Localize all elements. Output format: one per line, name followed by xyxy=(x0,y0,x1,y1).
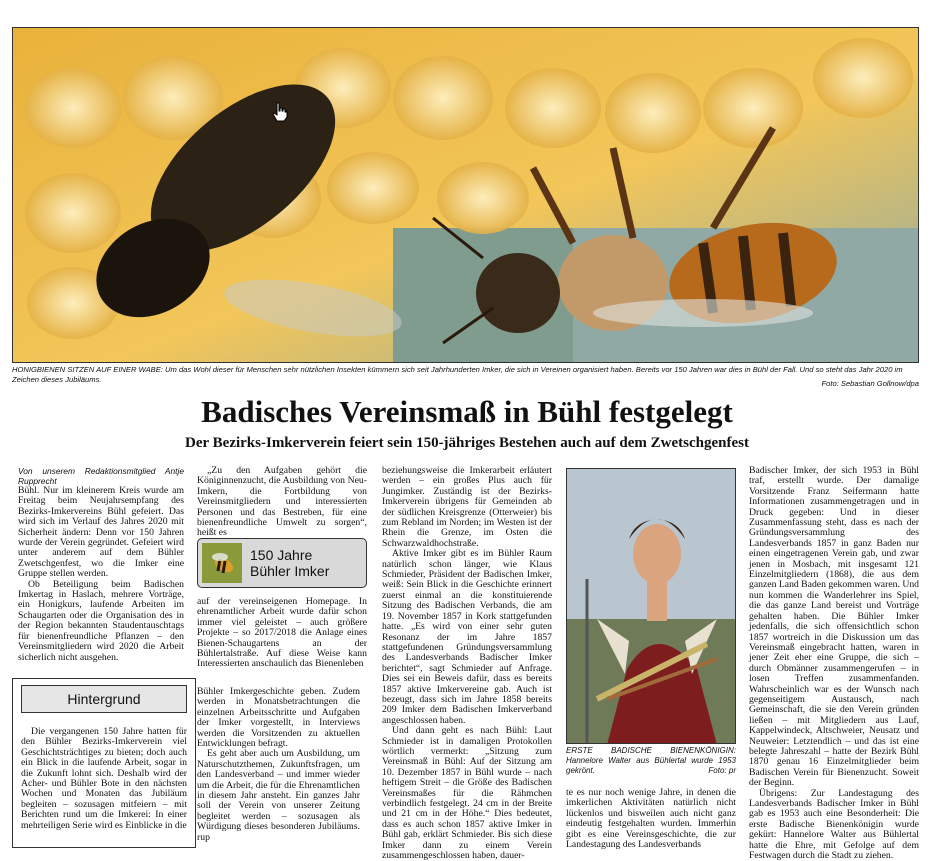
column-2-bottom xyxy=(197,687,360,843)
subheadline: Der Bezirks-Imkerverein feiert sein 150-jähriges Bestehen auch auf dem Zwetschgenfest xyxy=(185,435,749,451)
bee-icon xyxy=(202,543,242,583)
column-4-bottom xyxy=(566,788,736,850)
photo-caption-text: HONIGBIENEN SITZEN AUF EINER WABE: Um das Wohl dieser für Menschen sehr nützlichen Insekten kümmern sich seit Jahrhunderten Imker, die sich in Vereinen organisiert haben. Bereits vor 150 Jahren war dies in Bühl der Fall. Und so steht das Jahr 2020 im Zeichen dieses Jubiläums. xyxy=(12,365,903,384)
column-1 xyxy=(18,466,184,663)
badge-line-2: Bühler Imker xyxy=(250,563,330,579)
paragraph: „Zu den Aufgaben gehört die Königinnenzucht, die Ausbildung von Neu-Imkern, die Fortbildung von Vereinsmitgliedern und interessierten Personen und das Bestreben, für eine bienenfreundliche Umwelt zu sorgen“, heißt es xyxy=(197,465,367,539)
bee-photo xyxy=(12,27,919,363)
paragraph: Ob Beteiligung beim Badischen Imkertag in Haslach, mehrere Vorträge, ein Honigkurs, laufende Arbeiten im Schaugarten oder die Organisation des in der Region bekannten Staudentauschtags für bienenfreundliche Pflanzen – den Vereinsmitgliedern wird 2020 die Arbeit sicherlich nicht ausgehen. xyxy=(18,578,184,663)
byline: Von unserem Redaktionsmitglied Antje Rupprecht xyxy=(18,466,184,486)
background-box xyxy=(12,678,196,848)
bee-queen-photo xyxy=(566,468,736,744)
paragraph: te es nur noch wenige Jahre, in denen die imkerlichen Aktivitäten natürlich nicht lückenlos und bisweilen auch nicht ganz eindeutig festgehalten wurden. Immerhin gibt es eine Vereinsgeschichte, die zur Landestagung des Landesverbands xyxy=(566,787,736,851)
paragraph: Und dann geht es nach Bühl: Laut Schmieder ist in damaligen Protokollen wörtlich vermerkt: „Sitzung zum Vereinsmaß in Bühl: Auf der Sitzung am 10. Dezember 1857 in Bühl wurde – nach heftigem Streit – die Größe des Badischen Vereinsmaßes für die Rähmchen verbindlich festgelegt. 24 cm in der Breite und 21 cm in der Höhe.“ Dies bedeutet, dass es auch schon 1857 aktive Imker in Bühl gab, erklärt Schmieder. Bis sich diese Imker dann zu einem Verein zusammengeschlossen haben, dauer- xyxy=(382,725,552,861)
portrait-caption-text: ERSTE BADISCHE BIENENKÖNIGIN: Hannelore Walter aus Bühlertal wurde 1953 gekrönt. xyxy=(566,746,736,775)
column-3 xyxy=(382,466,552,861)
paragraph: beziehungsweise die Imkerarbeit erläutert werden – ein großes Plus auch für Jungimker. Zuständig ist der Bezirks-Imkerverein übrigens für Gemeinden ab der südlichen Kreisgrenze (Otterweier) bis zum Rebland im Norden; im Westen ist der Rhein die Grenze, im Osten die Schwarzwaldhochstraße. xyxy=(382,465,552,549)
paragraph: Aktive Imker gibt es im Bühler Raum natürlich schon länger, wie Klaus Schmieder, Präsident der Badischen Imker, weiß: Sein Blick in die Geschichte erinnert zuerst einmal an die konstituierende Sitzung des Badischen Verbands, die am 19. November 1857 in Kork stattgefunden hatte. „Es wird von einer sehr guten Resonanz der im Jahre 1857 stattgefundenen Gründungsversammlung des Landesverbands Badischer Imker berichtet“, sagt Schmieder auf Anfrage. Dies sei ein Beweis dafür, dass es bereits 1857 aktive Imkervereine gab. Auch ist bezeugt, dass sich im Jahre 1858 bereits 209 Imker dem Badischen Imkerverband angeschlossen haben. xyxy=(382,548,552,726)
paragraph: auf der vereinseigenen Homepage. In ehrenamtlicher Arbeit wurde dafür schon immer viel geleistet – auch größere Projekte – so 2017/2018 die Anlage eines Bienen-Schaugartens an der Bühlertalstraße. Auf diese Weise kann Interessierten anschaulich das Bienenleben xyxy=(197,596,367,670)
paragraph: Es geht aber auch um Ausbildung, um Naturschutzthemen, Zukunftsfragen, um den Landesverband – und immer wieder um die Arbeit, die für die Ehrenamtlichen in diesem Jahr ansteht. Ein ganzes Jahr soll der Verein von unserer Zeitung begleitet werden – sozusagen als Würdigung dieses besonderen Jubiläums. rup xyxy=(197,748,360,843)
hand-cursor-icon xyxy=(272,102,288,122)
box-text: Die vergangenen 150 Jahre hatten für den Bühler Bezirks-Imkerverein viel Geschichtsträchtiges zu bieten; doch auch ein Blick in die laufende Arbeit, sogar in die Zukunft lohnt sich. Deshalb wird der Acher- und Bühler Bote in den nächsten Wochen und Monaten das Jubiläum begleiten – sozusagen mitfeiern – mit Berichten rund um die Imkerei: In einer mehrteiligen Serie wird es Einblicke in die xyxy=(21,726,187,831)
box-title: Hintergrund xyxy=(21,685,187,713)
paragraph: Bühler Imkergeschichte geben. Zudem werden in Monatsbetrachtungen die einzelnen Arbeitsschritte und Aufgaben der Imker vorgestellt, in Interviews werden die Vorsitzenden zu aktuellen Entwicklungen befragt. xyxy=(197,686,360,750)
badge-line-1: 150 Jahre xyxy=(250,547,313,563)
anniversary-badge xyxy=(197,538,367,588)
column-2-top xyxy=(197,466,367,539)
paragraph: Badischer Imker, der sich 1953 in Bühl traf, erstellt wurde. Der damalige Vorsitzende Franz Seifermann hatte Informationen zusammengetragen und in Druck gegeben: Und in dieser Zusammenfassung steht, dass es nach der Gründungsversammlung des Landesverbands 1857 in ganz Baden nur einen eingetragenen Verein gab, und zwar jenen in Mosbach, mit insgesamt 121 Einzelmitgliedern (1868), die aus dem ganzen Land Baden gekommen waren. Und nun kommen die Wanderlehrer ins Spiel, die das ganze Land bereist und Vorträge gehalten haben. Die Bühler Imker jedenfalls, die sich offensichtlich schon 1857 wortreich in die Diskussion um das Vereinsmaß eingebracht hatten, waren in jener Zeit eher eine Gruppe, die sich – durch Obmänner zusammengerufen – in losen Treffen zusammenfanden. Wahrscheinlich war es der Wunsch nach gegenseitigem Austausch, nach Gemeinschaft, die sie den Verein gründen ließen – mit Mitgliedern aus Lauf, Kappelwindeck, Altschweier, Neusatz und Neuweier: Letztendlich – und das ist eine belegte Jahreszahl – hatte der Bezirk Bühl 1870 genau 16 Einzelmitglieder beim Badischen Verein für Bienenzucht. Soweit der Beginn. xyxy=(749,465,920,789)
portrait-caption xyxy=(566,746,736,776)
photo-credit: Foto: Sebastian Gollnow/dpa xyxy=(821,379,919,388)
column-5 xyxy=(749,466,919,861)
headline: Badisches Vereinsmaß in Bühl festgelegt xyxy=(201,394,733,429)
portrait-credit: Foto: pr xyxy=(708,766,736,775)
column-2-mid xyxy=(197,597,367,670)
paragraph: Bühl. Nur im kleinerem Kreis wurde am Freitag beim Neujahrsempfang des Bezirks-Imkervereins Bühl gefeiert. Das wird sich im Verlauf des Jahres 2020 mit Sicherheit ändern: Denn vor 150 Jahren wurde der Verein gegründet. Gefeiert wird unter anderem auf dem Bühler Zwetschgenfest, wo die Imker eine Gruppe stellen werden. xyxy=(18,485,184,580)
paragraph: Übrigens: Zur Landestagung des Landesverbands Badischer Imker in Bühl gab es 1953 auch eine Besonderheit: Die erste Badische Bienenkönigin wurde gekürt: Hannelore Walter aus Bühlertal hatte die Ehre, mit Gefolge auf dem Festwagen durch die Stadt zu ziehen. xyxy=(749,787,919,861)
photo-caption xyxy=(12,365,919,389)
